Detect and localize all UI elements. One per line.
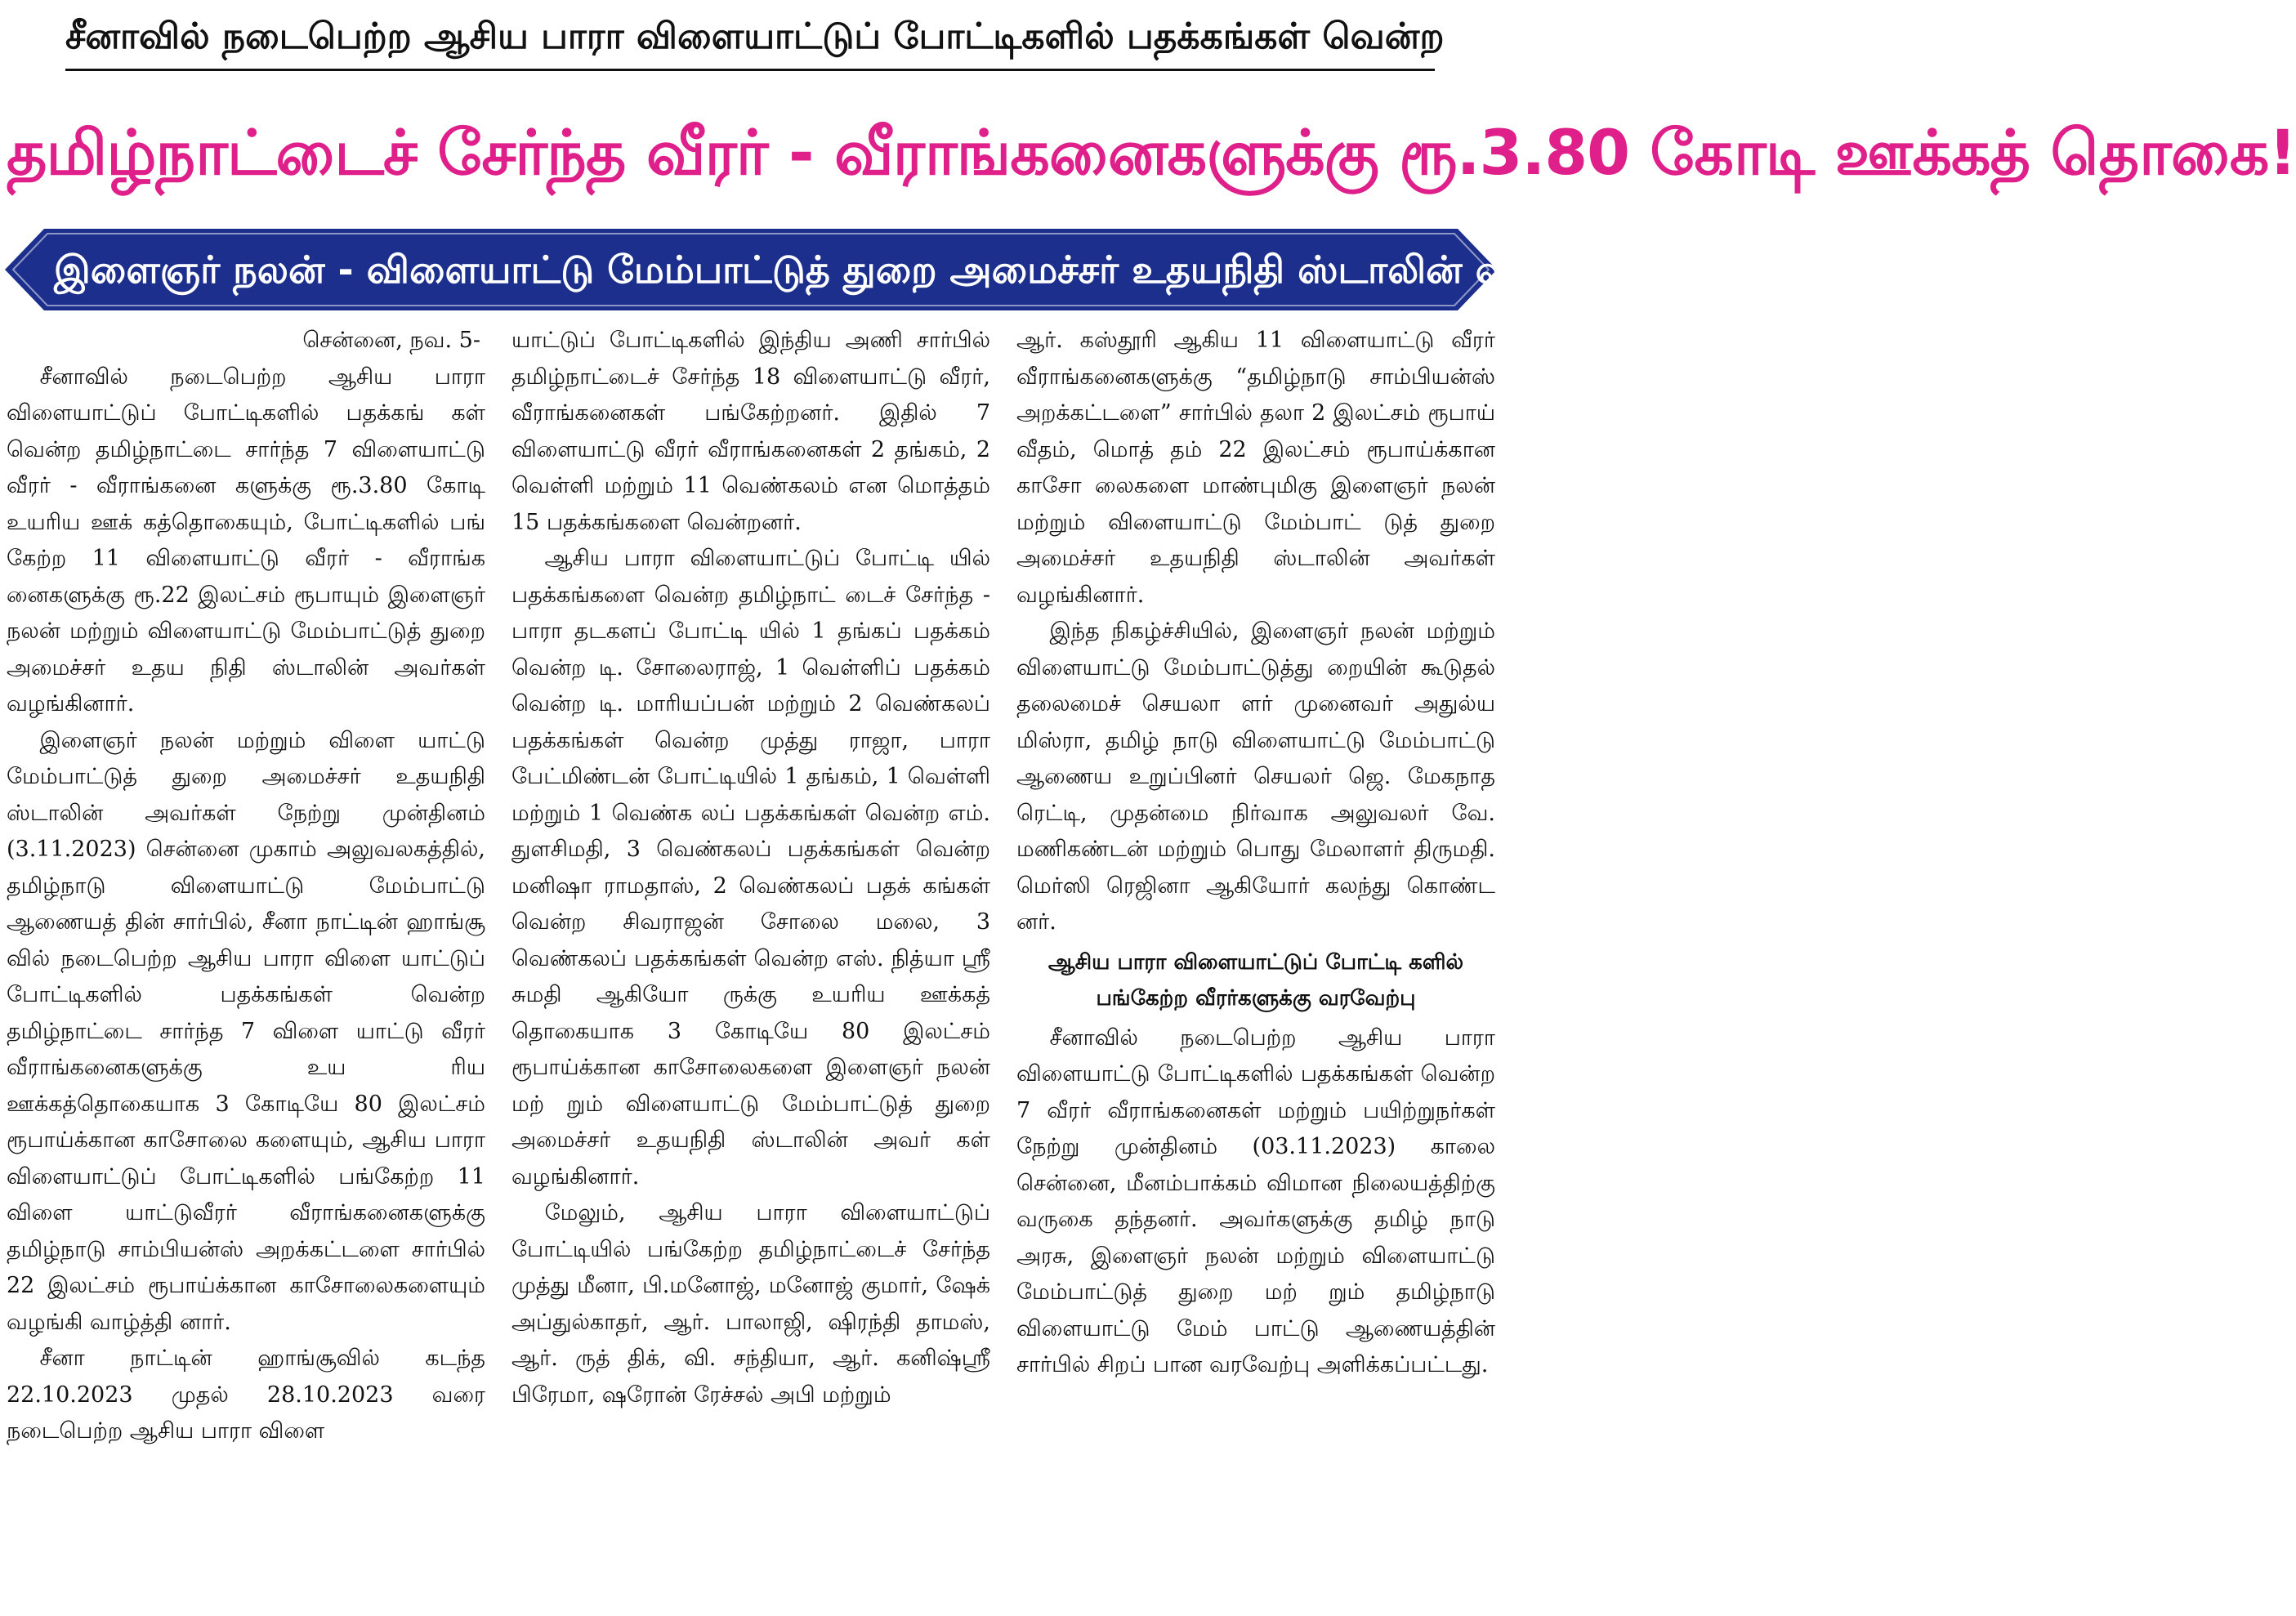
paragraph: சீனாவில் நடைபெற்ற ஆசிய பாரா விளையாட்டுப் போட்டிகளில் பதக்கங் கள் வென்ற தமிழ்நாட்டை சார்ந்த 7 விளையாட்டு வீரர் - வீராங்கனை களுக்கு ரூ.3.80 கோடி உயரிய ஊக் கத்தொகையும், போட்டிகளில் பங் கேற்ற 11 விளையாட்டு வீரர் - வீராங்க னைகளுக்கு ரூ.22 இலட்சம் ரூபாயும் இளைஞர் நலன் மற்றும் விளையாட்டு மேம்பாட்டுத் துறை அமைச்சர் உதய நிதி ஸ்டாலின் அவர்கள் வழங்கினார். bbox=[7, 364, 485, 716]
deck-ribbon bbox=[5, 229, 1699, 310]
paragraph: சீனாவில் நடைபெற்ற ஆசிய பாரா விளையாட்டு போட்டிகளில் பதக்கங்கள் வென்ற 7 வீரர் வீராங்கனைகள் மற்றும் பயிற்றுநர்கள் நேற்று முன்தினம் (03.11.2023) காலை சென்னை, மீனம்பாக்கம் விமான நிலையத்திற்கு வருகை தந்தனர். அவர்களுக்கு தமிழ் நாடு அரசு, இளைஞர் நலன் மற்றும் விளையாட்டு மேம்பாட்டுத் துறை மற் றும் தமிழ்நாடு விளையாட்டு மேம் பாட்டு ஆணையத்தின் சார்பில் சிறப் பான வரவேற்பு அளிக்கப்பட்டது. bbox=[1016, 1025, 1495, 1377]
kicker-line: சீனாவில் நடைபெற்ற ஆசிய பாரா விளையாட்டுப் போட்டிகளில் பதக்கங்கள் வென்ற bbox=[65, 16, 1445, 57]
paragraph: மேலும், ஆசிய பாரா விளையாட்டுப் போட்டியில் பங்கேற்ற தமிழ்நாட்டைச் சேர்ந்த முத்து மீனா, பி.மனோஜ், மனோஜ் குமார், ஷேக் அப்துல்காதர், ஆர். பாலாஜி, ஷிரந்தி தாமஸ், ஆர். ருத் திக், வி. சந்தியா, ஆர். கனிஷ்ஸ்ரீ பிரேமா, ஷரோன் ரேச்சல் அபி மற்றும் bbox=[511, 1200, 990, 1408]
paragraph: இந்த நிகழ்ச்சியில், இளைஞர் நலன் மற்றும் விளையாட்டு மேம்பாட்டுத்து றையின் கூடுதல் தலைமைச் செயலா ளர் முனைவர் அதுல்ய மிஸ்ரா, தமிழ் நாடு விளையாட்டு மேம்பாட்டு ஆணைய உறுப்பினர் செயலர் ஜெ. மேகநாத ரெட்டி, முதன்மை நிர்வாக அலுவலர் வே. மணிகண்டன் மற்றும் பொது மேலாளர் திருமதி. மெர்ஸி ரெஜினா ஆகியோர் கலந்து கொண்ட னர். bbox=[1016, 618, 1495, 935]
article-body bbox=[7, 323, 1495, 1609]
deck-text: இளைஞர் நலன் - விளையாட்டு மேம்பாட்டுத் துறை அமைச்சர் உதயநிதி ஸ்டாலின் வழங்கினார்! bbox=[54, 248, 1699, 292]
paragraph: இளைஞர் நலன் மற்றும் விளை யாட்டு மேம்பாட்டுத் துறை அமைச்சர் உதயநிதி ஸ்டாலின் அவர்கள் நேற்று முன்தினம் (3.11.2023) சென்னை முகாம் அலுவலகத்தில், தமிழ்நாடு விளையாட்டு மேம்பாட்டு ஆணையத் தின் சார்பில், சீனா நாட்டின் ஹாங்சூ வில் நடைபெற்ற ஆசிய பாரா விளை யாட்டுப் போட்டிகளில் பதக்கங்கள் வென்ற தமிழ்நாட்டை சார்ந்த 7 விளை யாட்டு வீரர் வீராங்கனைகளுக்கு உய ரிய ஊக்கத்தொகையாக 3 கோடியே 80 இலட்சம் ரூபாய்க்கான காசோலை களையும், ஆசிய பாரா விளையாட்டுப் போட்டிகளில் பங்கேற்ற 11 விளை யாட்டுவீரர் வீராங்கனைகளுக்கு தமிழ்நாடு சாம்பியன்ஸ் அறக்கட்டளை சார்பில் 22 இலட்சம் ரூபாய்க்கான காசோலைகளையும் வழங்கி வாழ்த்தி னார். bbox=[7, 727, 485, 1335]
headline: தமிழ்நாட்டைச் சேர்ந்த வீரர் - வீராங்கனைகளுக்கு ரூ.3.80 கோடி ஊக்கத் தொகை! bbox=[7, 116, 2296, 189]
paragraph: சீனா நாட்டின் ஹாங்சூவில் கடந்த 22.10.2023 முதல் 28.10.2023 வரை நடைபெற்ற ஆசிய பாரா விளை bbox=[7, 1346, 485, 1444]
subheading: ஆசிய பாரா விளையாட்டுப் போட்டி களில் பங்கேற்ற வீரர்களுக்கு வரவேற்பு bbox=[1047, 949, 1464, 1011]
kicker-underline bbox=[65, 69, 1435, 71]
paragraph: யாட்டுப் போட்டிகளில் இந்திய அணி சார்பில் தமிழ்நாட்டைச் சேர்ந்த 18 விளையாட்டு வீரர், வீராங்கனைகள் பங்கேற்றனர். இதில் 7 விளையாட்டு வீரர் வீராங்கனைகள் 2 தங்கம், 2 வெள்ளி மற்றும் 11 வெண்கலம் என மொத்தம் 15 பதக்கங்களை வென்றனர். bbox=[511, 328, 990, 535]
paragraph: ஆசிய பாரா விளையாட்டுப் போட்டி யில் பதக்கங்களை வென்ற தமிழ்நாட் டைச் சேர்ந்த - பாரா தடகளப் போட்டி யில் 1 தங்கப் பதக்கம் வென்ற டி. சோலைராஜ், 1 வெள்ளிப் பதக்கம் வென்ற டி. மாரியப்பன் மற்றும் 2 வெண்கலப் பதக்கங்கள் வென்ற முத்து ராஜா, பாரா பேட்மிண்டன் போட்டியில் 1 தங்கம், 1 வெள்ளி மற்றும் 1 வெண்க லப் பதக்கங்கள் வென்ற எம். துளசிமதி, 3 வெண்கலப் பதக்கங்கள் வென்ற மனிஷா ராமதாஸ், 2 வெண்கலப் பதக் கங்கள் வென்ற சிவராஜன் சோலை மலை, 3 வெண்கலப் பதக்கங்கள் வென்ற எஸ். நித்யா ஸ்ரீ சுமதி ஆகியோ ருக்கு உயரிய ஊக்கத் தொகையாக 3 கோடியே 80 இலட்சம் ரூபாய்க்கான காசோலைகளை இளைஞர் நலன் மற் றும் விளையாட்டு மேம்பாட்டுத் துறை அமைச்சர் உதயநிதி ஸ்டாலின் அவர் கள் வழங்கினார். bbox=[511, 546, 990, 1190]
article-column-1 bbox=[7, 323, 485, 1609]
article-column-3 bbox=[1016, 323, 1495, 1609]
article-column-2 bbox=[511, 323, 990, 1609]
dateline: சென்னை, நவ. 5- bbox=[302, 328, 480, 353]
paragraph: ஆர். கஸ்தூரி ஆகிய 11 விளையாட்டு வீரர் வீராங்கனைகளுக்கு “தமிழ்நாடு சாம்பியன்ஸ் அறக்கட்டளை” சார்பில் தலா 2 இலட்சம் ரூபாய் வீதம், மொத் தம் 22 இலட்சம் ரூபாய்க்கான காசோ லைகளை மாண்புமிகு இளைஞர் நலன் மற்றும் விளையாட்டு மேம்பாட் டுத் துறை அமைச்சர் உதயநிதி ஸ்டாலின் அவர்கள் வழங்கினார். bbox=[1016, 328, 1495, 608]
